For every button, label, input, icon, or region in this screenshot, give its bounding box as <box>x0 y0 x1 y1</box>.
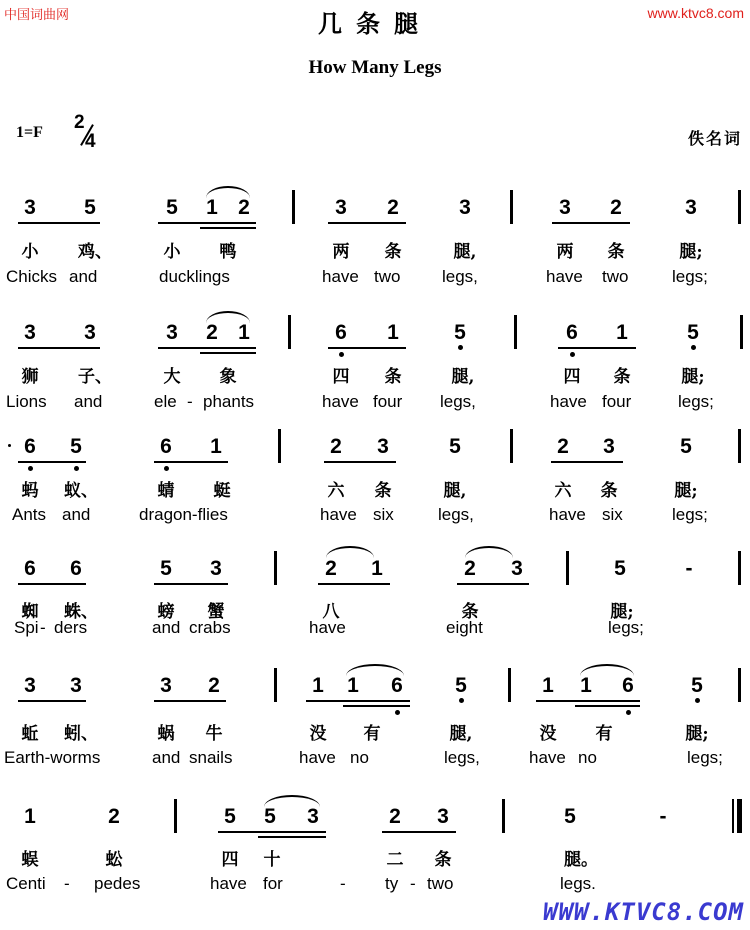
note: 5 <box>614 557 626 580</box>
lyric-cn: 腿; <box>674 481 698 501</box>
lyric-en: legs; <box>672 505 708 524</box>
lyric-en: and <box>69 267 98 286</box>
page-subtitle: How Many Legs <box>308 57 442 78</box>
lyric-cn: 腿, <box>453 242 477 262</box>
lyric-en: two <box>602 267 629 286</box>
lyric-cn: 蜘 <box>21 602 39 622</box>
lyric-en: phants <box>203 392 255 411</box>
stray-mark <box>8 444 11 447</box>
note: 3 <box>210 557 222 580</box>
lyric-cn: 有 <box>595 724 613 744</box>
lyric-en: legs, <box>444 748 480 767</box>
lyric-en: and <box>152 748 181 767</box>
lyricist-credit: 佚名词 <box>687 129 742 148</box>
note: 5 <box>449 435 461 458</box>
lyric-en: have <box>529 748 566 767</box>
note: 1 <box>616 321 628 344</box>
lyric-en: have <box>549 505 586 524</box>
underline <box>18 222 100 224</box>
lyric-en: legs, <box>440 392 476 411</box>
lyric-en: dragon-flies <box>139 505 228 524</box>
note: 2 <box>389 805 401 828</box>
key-signature: 1=F <box>16 124 43 141</box>
slur <box>206 311 250 323</box>
lyric-cn: 二 <box>386 850 404 870</box>
lyric-cn: 腿, <box>443 481 467 501</box>
underline <box>536 700 640 702</box>
lyric-en: four <box>373 392 403 411</box>
low-octave-dot <box>74 466 79 471</box>
note: 1 <box>24 805 36 828</box>
underline <box>328 347 406 349</box>
note: 6 <box>24 557 36 580</box>
slur <box>465 546 513 558</box>
lyric-cn: 螃 <box>157 602 175 622</box>
note: 3 <box>70 674 82 697</box>
lyric-en: ele <box>154 392 177 411</box>
underline <box>258 836 326 838</box>
lyric-en: snails <box>189 748 233 767</box>
time-signature <box>72 112 98 156</box>
lyric-en: - <box>340 874 346 893</box>
page-title: 几条腿 <box>318 9 432 38</box>
note: 3 <box>307 805 319 828</box>
site-url-right[interactable]: www.ktvc8.com <box>647 5 744 21</box>
underline <box>324 461 396 463</box>
lyric-en: have <box>322 392 359 411</box>
lyric-cn: 条 <box>374 481 392 501</box>
lyric-en: ders <box>54 618 88 637</box>
lyric-en: have <box>322 267 359 286</box>
lyric-cn: 腿; <box>681 367 705 387</box>
underline <box>158 347 256 349</box>
slur <box>206 186 250 198</box>
lyric-cn: 蜓 <box>213 481 231 501</box>
note: 1 <box>347 674 359 697</box>
lyric-en: six <box>602 505 623 524</box>
note: 5 <box>84 196 96 219</box>
underline <box>200 227 256 229</box>
lyric-cn: 四 <box>563 367 581 387</box>
low-octave-dot <box>339 352 344 357</box>
lyric-cn: 大 <box>163 367 181 387</box>
low-octave-dot <box>458 345 463 350</box>
note: 2 <box>557 435 569 458</box>
lyric-cn: 腿; <box>610 602 634 622</box>
underline <box>306 700 410 702</box>
slur <box>346 664 404 676</box>
note: 2 <box>610 196 622 219</box>
underline <box>552 222 630 224</box>
lyric-en: have <box>210 874 247 893</box>
lyric-cn: 蛛、 <box>64 602 98 622</box>
slur <box>264 795 320 807</box>
lyric-cn: 蚯 <box>21 724 39 744</box>
lyric-en: legs, <box>438 505 474 524</box>
lyric-cn: 象 <box>219 367 237 387</box>
lyric-cn: 牛 <box>205 724 223 744</box>
lyric-en: - <box>40 618 46 637</box>
note: 2 <box>206 321 218 344</box>
bar-line <box>510 190 513 224</box>
note: 1 <box>542 674 554 697</box>
bar-line <box>292 190 295 224</box>
note: 5 <box>454 321 466 344</box>
lyric-cn: 腿; <box>685 724 709 744</box>
lyric-en: have <box>546 267 583 286</box>
lyric-en: no <box>578 748 597 767</box>
underline <box>154 700 226 702</box>
low-octave-dot <box>626 710 631 715</box>
lyric-cn: 鸡、 <box>78 242 112 262</box>
lyric-en: have <box>299 748 336 767</box>
lyric-cn: 条 <box>384 242 402 262</box>
slur <box>326 546 374 558</box>
bar-line <box>514 315 517 349</box>
note: 6 <box>70 557 82 580</box>
note: 2 <box>108 805 120 828</box>
lyric-en: and <box>74 392 103 411</box>
lyric-cn: 两 <box>556 242 574 262</box>
low-octave-dot <box>570 352 575 357</box>
lyric-en: legs, <box>442 267 478 286</box>
note: 5 <box>264 805 276 828</box>
slur <box>580 664 634 676</box>
lyric-en: six <box>373 505 394 524</box>
lyric-en: have <box>309 618 346 637</box>
note: 2 <box>325 557 337 580</box>
note: 6 <box>160 435 172 458</box>
note: 1 <box>206 196 218 219</box>
lyric-en: pedes <box>94 874 141 893</box>
lyric-cn: 蟹 <box>207 602 225 622</box>
low-octave-dot <box>164 466 169 471</box>
bar-line <box>278 429 281 463</box>
lyric-cn: 没 <box>309 724 327 744</box>
lyric-cn: 四 <box>221 850 239 870</box>
lyric-cn: 鸭 <box>219 242 237 262</box>
lyric-cn: 子、 <box>78 367 112 387</box>
lyric-cn: 腿。 <box>564 850 598 870</box>
lyric-cn: 蚓、 <box>64 724 98 744</box>
low-octave-dot <box>459 698 464 703</box>
lyric-cn: 有 <box>363 724 381 744</box>
lyric-cn: 两 <box>332 242 350 262</box>
lyric-en: legs; <box>608 618 644 637</box>
note: 3 <box>335 196 347 219</box>
note: 5 <box>166 196 178 219</box>
note: 3 <box>685 196 697 219</box>
note: 3 <box>24 196 36 219</box>
low-octave-dot <box>695 698 700 703</box>
bar-line <box>738 190 741 224</box>
underline <box>200 352 256 354</box>
low-octave-dot <box>691 345 696 350</box>
lyric-cn: 蚣 <box>105 850 123 870</box>
note: 2 <box>464 557 476 580</box>
underline <box>18 461 86 463</box>
lyric-en: Spi <box>14 618 39 637</box>
underline <box>154 583 228 585</box>
note: 5 <box>680 435 692 458</box>
lyric-en: legs; <box>687 748 723 767</box>
lyric-cn: 腿, <box>451 367 475 387</box>
note: 2 <box>387 196 399 219</box>
lyric-cn: 腿, <box>449 724 473 744</box>
lyric-en: legs; <box>678 392 714 411</box>
note: 3 <box>559 196 571 219</box>
bar-line <box>738 551 741 585</box>
lyric-cn: 条 <box>600 481 618 501</box>
bar-line <box>740 315 743 349</box>
underline <box>575 705 640 707</box>
time-denominator: 4 <box>85 131 96 152</box>
lyric-cn: 条 <box>613 367 631 387</box>
note: 6 <box>566 321 578 344</box>
final-bar-thin <box>732 799 734 833</box>
bar-line <box>738 668 741 702</box>
lyric-en: two <box>427 874 454 893</box>
note: 5 <box>70 435 82 458</box>
note: 1 <box>238 321 250 344</box>
lyric-cn: 狮 <box>21 367 39 387</box>
note: 3 <box>84 321 96 344</box>
lyric-cn: 腿; <box>679 242 703 262</box>
bar-line <box>508 668 511 702</box>
note: 5 <box>224 805 236 828</box>
underline <box>318 583 390 585</box>
note: 6 <box>24 435 36 458</box>
lyric-en: legs. <box>560 874 596 893</box>
lyric-en: - <box>410 874 416 893</box>
lyric-en: two <box>374 267 401 286</box>
low-octave-dot <box>28 466 33 471</box>
bar-line <box>566 551 569 585</box>
note: - <box>685 557 693 580</box>
note: 2 <box>238 196 250 219</box>
time-numerator: 2 <box>74 112 85 133</box>
note: 3 <box>160 674 172 697</box>
note: 6 <box>391 674 403 697</box>
note: 3 <box>166 321 178 344</box>
lyric-en: ty <box>385 874 399 893</box>
lyric-en: - <box>187 392 193 411</box>
lyric-en: Chicks <box>6 267 58 286</box>
lyric-cn: 蚁、 <box>64 481 98 501</box>
lyric-en: Centi <box>6 874 46 893</box>
note: 1 <box>210 435 222 458</box>
note: 1 <box>387 321 399 344</box>
lyric-en: no <box>350 748 369 767</box>
watermark-url[interactable]: WWW.KTVC8.COM <box>543 898 744 926</box>
lyric-en: ducklings <box>159 267 230 286</box>
bar-line <box>502 799 505 833</box>
note: 3 <box>603 435 615 458</box>
underline <box>18 347 100 349</box>
underline <box>18 700 86 702</box>
note: 5 <box>160 557 172 580</box>
lyric-cn: 蜻 <box>157 481 175 501</box>
lyric-cn: 蜗 <box>157 724 175 744</box>
note: 3 <box>24 321 36 344</box>
bar-line <box>274 551 277 585</box>
lyric-cn: 八 <box>322 602 340 622</box>
low-octave-dot <box>395 710 400 715</box>
underline <box>558 347 636 349</box>
lyric-cn: 六 <box>554 481 572 501</box>
lyric-en: and <box>62 505 91 524</box>
bar-line <box>510 429 513 463</box>
lyric-cn: 蚂 <box>21 481 39 501</box>
note: 5 <box>691 674 703 697</box>
lyric-en: Earth-worms <box>4 748 101 767</box>
note: 6 <box>622 674 634 697</box>
bar-line <box>274 668 277 702</box>
lyric-en: for <box>263 874 283 893</box>
underline <box>343 705 410 707</box>
lyric-cn: 六 <box>327 481 345 501</box>
lyric-en: - <box>64 874 70 893</box>
underline <box>457 583 529 585</box>
lyric-cn: 没 <box>539 724 557 744</box>
lyric-cn: 四 <box>332 367 350 387</box>
note: 2 <box>330 435 342 458</box>
lyric-cn: 条 <box>607 242 625 262</box>
bar-line <box>174 799 177 833</box>
underline <box>218 831 326 833</box>
lyric-en: have <box>550 392 587 411</box>
note: 5 <box>687 321 699 344</box>
underline <box>382 831 456 833</box>
note: 3 <box>24 674 36 697</box>
underline <box>328 222 406 224</box>
lyric-cn: 条 <box>434 850 452 870</box>
bar-line <box>288 315 291 349</box>
lyric-en: eight <box>446 618 483 637</box>
lyric-en: and <box>152 618 181 637</box>
lyric-cn: 小 <box>21 242 39 262</box>
lyric-en: four <box>602 392 632 411</box>
bar-line <box>738 429 741 463</box>
note: 3 <box>459 196 471 219</box>
lyric-cn: 小 <box>163 242 181 262</box>
underline <box>158 222 256 224</box>
note: 2 <box>208 674 220 697</box>
note: 1 <box>580 674 592 697</box>
lyric-en: legs; <box>672 267 708 286</box>
note: 3 <box>377 435 389 458</box>
lyric-cn: 蜈 <box>21 850 39 870</box>
lyric-en: crabs <box>189 618 231 637</box>
note: 1 <box>312 674 324 697</box>
site-logo-left: 中国词曲网 <box>4 8 70 23</box>
lyric-en: Ants <box>12 505 47 524</box>
lyric-cn: 条 <box>384 367 402 387</box>
final-bar-thick <box>737 799 742 833</box>
note: 3 <box>437 805 449 828</box>
lyric-cn: 条 <box>461 602 479 622</box>
underline <box>18 583 86 585</box>
note: 1 <box>371 557 383 580</box>
lyric-en: have <box>320 505 357 524</box>
note: - <box>659 805 667 828</box>
lyric-cn: 十 <box>263 850 281 870</box>
note: 3 <box>511 557 523 580</box>
underline <box>551 461 623 463</box>
note: 5 <box>455 674 467 697</box>
lyric-en: Lions <box>6 392 47 411</box>
note: 6 <box>335 321 347 344</box>
note: 5 <box>564 805 576 828</box>
underline <box>154 461 228 463</box>
